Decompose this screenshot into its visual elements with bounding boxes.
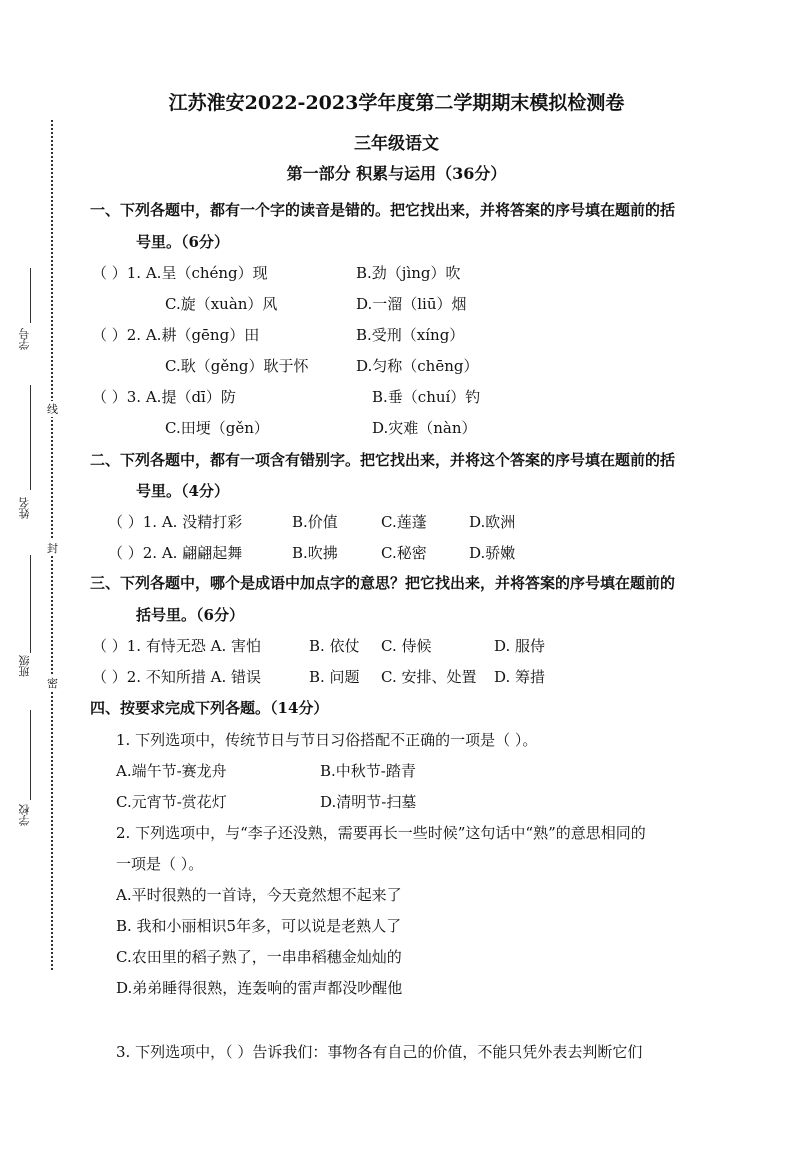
school-underline (30, 710, 31, 800)
section-3-heading: 三、下列各题中，哪个是成语中加点字的意思？把它找出来，并将答案的序号填在题前的 (90, 574, 676, 592)
s1-q1-option-a: （ ）1. A.呈（chéng）现 (92, 264, 268, 282)
s2-q2-option-d: D.骄嫩 (469, 544, 516, 562)
class-label: 班级 (18, 655, 31, 677)
s3-q1-option-a: （ ）1. 有恃无恐 A. 害怕 (92, 637, 261, 655)
exam-subtitle: 三年级语文 (354, 134, 439, 154)
s1-q2-option-d: D.匀称（chēng） (356, 357, 479, 375)
s2-q1-option-a: （ ）1. A. 没精打彩 (108, 513, 243, 531)
class-underline (30, 555, 31, 653)
s1-q1-option-b: B.劲（jìng）吹 (356, 264, 461, 282)
s1-q3-option-b: B.垂（chuí）钓 (372, 388, 481, 406)
s4-q2-option-b: B. 我和小丽相识5年多，可以说是老熟人了 (116, 917, 402, 935)
s2-q1-option-d: D.欧洲 (469, 513, 516, 531)
section-1-heading-cont: 号里。（6分） (136, 233, 229, 251)
s2-q2-option-c: C.秘密 (381, 544, 427, 562)
seal-char-seal: 封 (47, 542, 58, 555)
s1-q2-option-c: C.耿（gěng）耿于怀 (165, 357, 309, 375)
s1-q2-option-b: B.受刑（xíng） (356, 326, 465, 344)
s4-q1-stem: 1. 下列选项中，传统节日与节日习俗搭配不正确的一项是（ ）。 (116, 731, 538, 749)
s1-q1-option-d: D.一溜（liū）烟 (356, 295, 467, 313)
s4-q2-stem: 2. 下列选项中，与“李子还没熟，需要再长一些时候”这句话中“熟”的意思相同的 (116, 824, 646, 842)
s4-q2-option-a: A.平时很熟的一首诗，今天竟然想不起来了 (116, 886, 402, 904)
s2-q1-option-c: C.莲蓬 (381, 513, 427, 531)
s2-q1-option-b: B.价值 (292, 513, 338, 531)
student-id-underline (30, 268, 31, 323)
section-1-heading: 一、下列各题中，都有一个字的读音是错的。把它找出来，并将答案的序号填在题前的括 (90, 201, 676, 219)
s3-q1-option-c: C. 侍候 (381, 637, 432, 655)
s4-q1-option-a: A.端午节-赛龙舟 (116, 762, 227, 780)
s3-q2-option-c: C. 安排、处置 (381, 668, 477, 686)
s4-q1-option-d: D.清明节-扫墓 (320, 793, 417, 811)
s4-q1-option-c: C.元宵节-赏花灯 (116, 793, 227, 811)
section-2-heading-cont: 号里。（4分） (136, 482, 229, 500)
s3-q1-option-d: D. 服侍 (494, 637, 546, 655)
s1-q1-option-c: C.旋（xuàn）风 (165, 295, 278, 313)
s2-q2-option-a: （ ）2. A. 翩翩起舞 (108, 544, 243, 562)
s3-q1-option-b: B. 依仗 (309, 637, 360, 655)
s4-q2-option-c: C.农田里的稻子熟了，一串串稻穗金灿灿的 (116, 948, 402, 966)
school-label: 学校 (18, 804, 31, 826)
section-2-heading: 二、下列各题中，都有一项含有错别字。把它找出来，并将这个答案的序号填在题前的括 (90, 451, 676, 469)
student-id-label: 学号 (18, 328, 31, 350)
name-label: 姓名 (18, 497, 31, 519)
s2-q2-option-b: B.吹拂 (292, 544, 338, 562)
s4-q2-stem-cont: 一项是（ ）。 (116, 855, 204, 873)
s1-q2-option-a: （ ）2. A.耕（gēng）田 (92, 326, 260, 344)
seal-char-line: 线 (47, 403, 58, 416)
exam-title: 江苏淮安2022-2023学年度第二学期期末模拟检测卷 (168, 92, 625, 114)
s1-q3-option-a: （ ）3. A.提（dī）防 (92, 388, 236, 406)
s4-q2-option-d: D.弟弟睡得很熟，连轰响的雷声都没吵醒他 (116, 979, 403, 997)
s1-q3-option-d: D.灾难（nàn） (372, 419, 477, 437)
s3-q2-option-d: D. 筹措 (494, 668, 546, 686)
section-4-heading: 四、按要求完成下列各题。（14分） (90, 699, 329, 717)
s1-q3-option-c: C.田埂（gěn） (165, 419, 269, 437)
part-heading: 第一部分 积累与运用（36分） (286, 164, 507, 183)
name-underline (30, 385, 31, 490)
s3-q2-option-b: B. 问题 (309, 668, 360, 686)
seal-char-secret: 密 (47, 677, 58, 690)
s4-q1-option-b: B.中秋节-踏青 (320, 762, 416, 780)
s4-q3-stem: 3. 下列选项中，（ ）告诉我们：事物各有自己的价值，不能只凭外表去判断它们 (116, 1043, 643, 1061)
section-3-heading-cont: 括号里。（6分） (136, 606, 244, 624)
s3-q2-option-a: （ ）2. 不知所措 A. 错误 (92, 668, 261, 686)
